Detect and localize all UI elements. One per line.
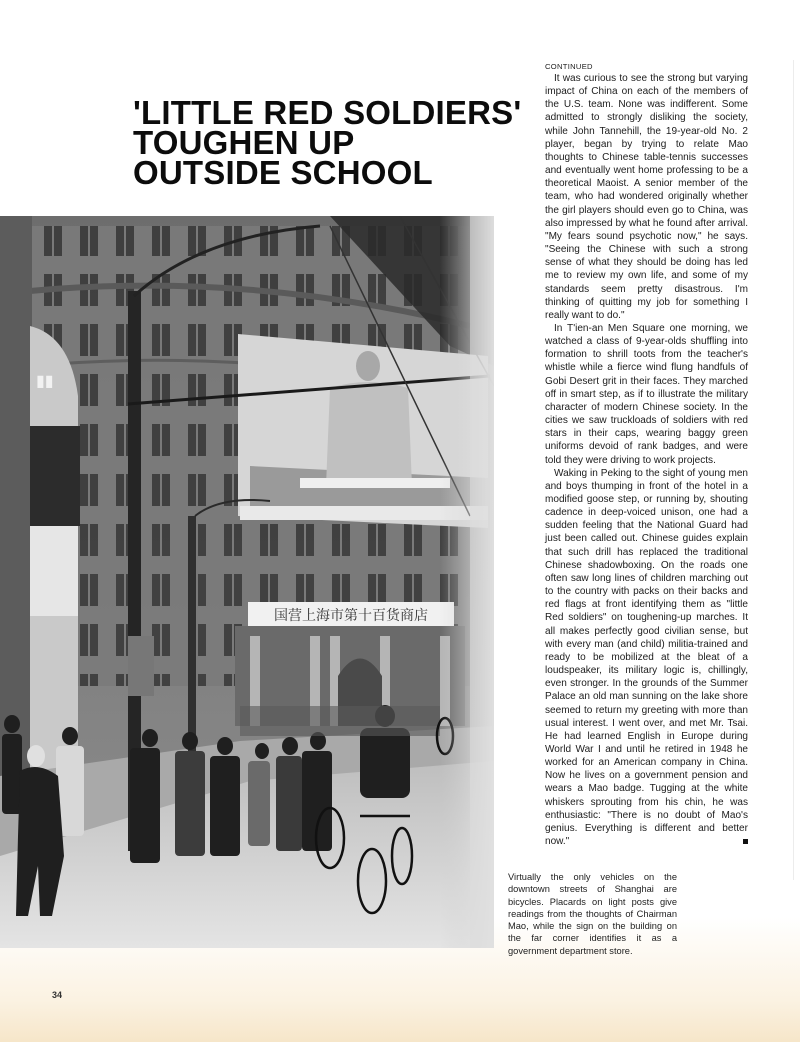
article-body [545,62,748,848]
photo-caption: Virtually the only vehicles on the downtown streets of Shanghai are bicycles. Placards on light posts give readings from the thoughts of Chairman Mao, while the sign on the building on the far corner identifies it as a government department store. [508,872,677,956]
paragraph-2: In T'ien-an Men Square one morning, we watched a class of 9-year-olds shuffling into formation to shrill toots from the teacher's whistle while a fierce wind flung handfuls of Gobi Desert grit in their faces. They marched off in smart step, as if to illustrate the military character of modern Chinese society. In the cities we saw truckloads of soldiers with red stars in their caps, wearing baggy green uniforms devoid of rank badges, and were told they were driving to work projects. [545,322,748,466]
headline [133,94,522,191]
paragraph-3-text: Waking in Peking to the sight of young men and boys thumping in front of the hotel in a modified goose step, or running by, shouting cadence in deep-voiced unison, one had a sudden feeling that the National Guard had just been called out. Chinese guides explain that such drill has replaced the traditional Chinese shadowboxing. On the roads one often saw long lines of children marching out to the country with packs on their backs and red flags at front identifying them as "little Red soldiers" on toughening-up marches. It all makes perfectly good civilian sense, but with every man (and child) militia-trained and ready to be mobilized at the bleat of a loudspeaker, its military logic is, chillingly, even stronger. In the grounds of the Summer Palace an old man sunning on the lake shore seemed to return my greeting with more than usual interest. I went over, and met Mr. Tsai. He had learned English in Europe during World War I and until he retired in 1948 he worked for an American company in China. Now he lives on a government pension and wears a Mao badge. Tugging at the white whiskers sprouting from his chin, he was enthusiastic: "There is no doubt of Mao's genius. Everything is different and better now." [545,467,748,848]
headline-line-2: TOUGHEN UP [133,124,355,161]
page-gutter-line [793,60,794,880]
headline-line-1: 'LITTLE RED SOLDIERS' [133,94,522,131]
street-photo [0,216,494,948]
street-photo-illustration [0,216,494,948]
paragraph-1: It was curious to see the strong but varying impact of China on each of the members of the U.S. team. None was indifferent. Some admitted to strongly disliking the society, while John Tannehill, the 19-year-old No. 2 player, began by trying to relate Mao thoughts to Chinese table-tennis successes and eventually went home professing to be a theoretical Maoist. A senior member of the team, who had wondered originally whether the girl players should even go to China, was also impressed by what he found after arrival. "My fears sound psychotic now," he says. "Seeing the Chinese with such a strong sense of what they should be doing has led me to review my own life, and some of my standards seem pretty disastrous. I'm thinking of quitting my job for something I really want to do." [545,73,748,321]
continued-label: CONTINUED [545,62,593,71]
end-mark-icon [743,839,748,844]
store-sign-text: 国营上海市第十百货商店 [274,608,428,624]
page-number: 34 [52,990,63,1000]
left-building-sign: ▮▮ [36,371,54,390]
paragraph-3 [545,467,748,849]
headline-line-3: OUTSIDE SCHOOL [133,154,433,191]
